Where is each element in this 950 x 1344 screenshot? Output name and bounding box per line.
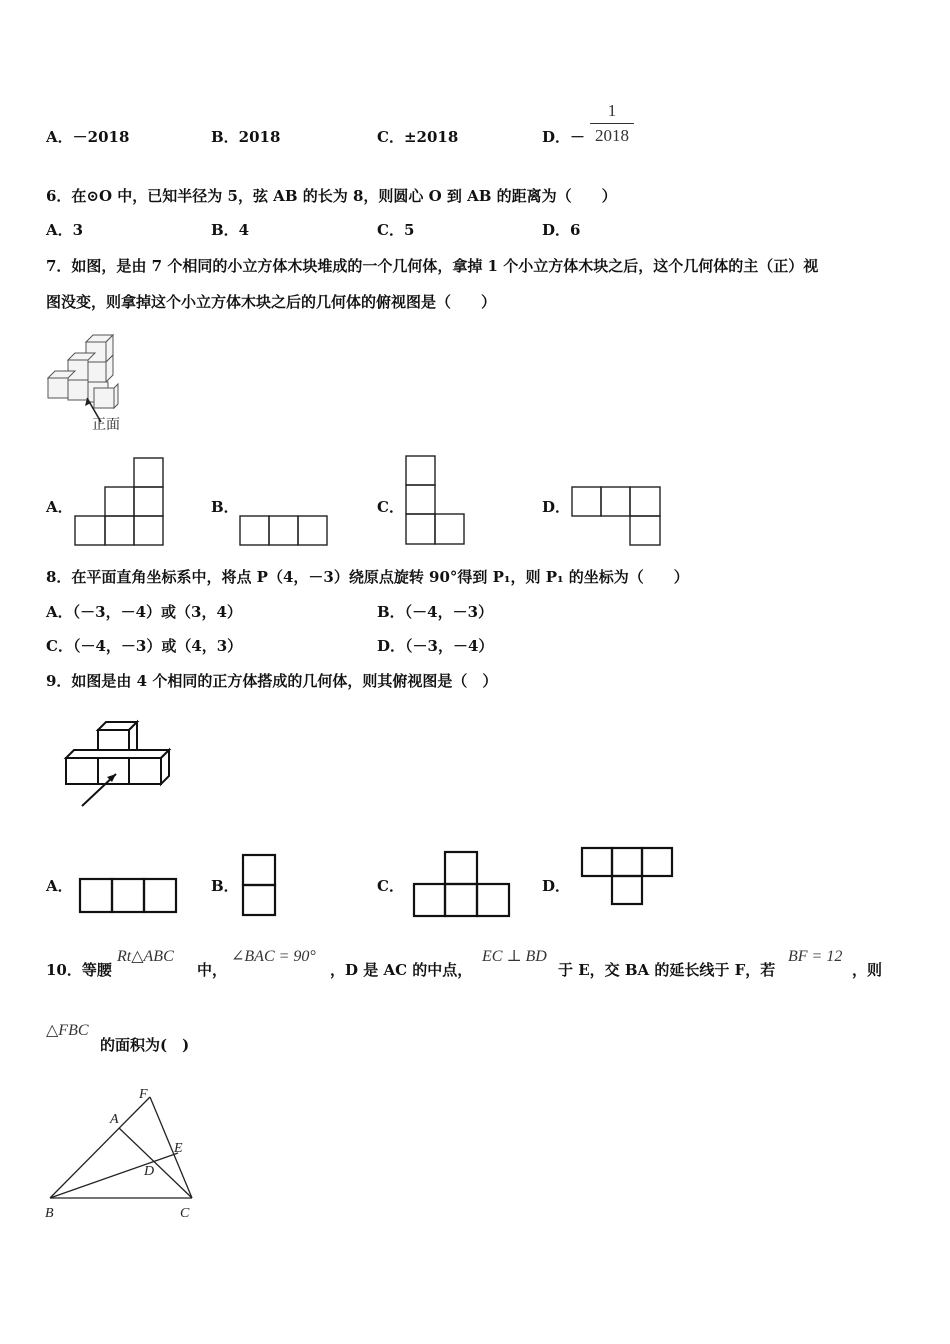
fraction-denominator: 2018 bbox=[595, 126, 629, 145]
q6-option-d: D．6 bbox=[542, 221, 581, 239]
q6-option-a: A．3 bbox=[46, 221, 84, 239]
q8-option-c: C．（－4，－3）或（4，3） bbox=[46, 637, 243, 655]
q9-option-b-figure bbox=[241, 853, 281, 919]
q8-stem: 8．在平面直角坐标系中，将点 P（4，－3）绕原点旋转 90°得到 P₁，则 P₁ 的坐标为（ ） bbox=[46, 568, 689, 586]
q10-text-2: 中， bbox=[197, 961, 228, 979]
q7-option-b-label: B． bbox=[211, 498, 239, 516]
q10-math-triangle: Rt△ABC bbox=[117, 948, 174, 965]
q10-text-4: 于 E，交 BA 的延长线于 F，若 bbox=[558, 961, 776, 979]
q7-stem-line1: 7．如图，是由 7 个相同的小立方体木块堆成的一个几何体，拿掉 1 个小立方体木块之后，这个几何体的主（正）视 bbox=[46, 257, 819, 275]
label-b: B bbox=[45, 1206, 54, 1221]
q9-cube-figure bbox=[64, 716, 176, 812]
q10-math-triangle-fbc: △FBC bbox=[46, 1022, 89, 1039]
q7-stem-line2: 图没变，则拿掉这个小立方体木块之后的几何体的俯视图是（ ） bbox=[46, 293, 497, 311]
fraction-bar bbox=[590, 123, 634, 124]
label-c: C bbox=[180, 1206, 190, 1221]
q9-stem: 9．如图是由 4 个相同的正方体搭成的几何体，则其俯视图是（ ） bbox=[46, 672, 498, 690]
q10-math-perpendicular: EC ⊥ BD bbox=[482, 948, 547, 965]
q7-option-d-label: D． bbox=[542, 498, 571, 516]
q10-math-angle: ∠BAC = 90° bbox=[231, 948, 316, 965]
q8-option-d: D．（－3，－4） bbox=[377, 637, 494, 655]
q10-text-1: 10．等腰 bbox=[46, 961, 112, 979]
fraction-numerator: 1 bbox=[607, 101, 617, 120]
label-d: D bbox=[144, 1164, 155, 1179]
q7-option-c-figure bbox=[405, 455, 469, 547]
q6-option-c: C．5 bbox=[377, 221, 415, 239]
q5-option-c: C．±2018 bbox=[377, 128, 459, 146]
label-e: E bbox=[174, 1141, 183, 1156]
q5-option-d: D．－ bbox=[542, 128, 586, 146]
q10-text-5: ，则 bbox=[852, 961, 883, 979]
q9-option-c-label: C． bbox=[377, 877, 404, 895]
q9-option-a-label: A． bbox=[46, 877, 73, 895]
q7-cube-stack-figure bbox=[46, 330, 136, 440]
q7-option-a-figure bbox=[74, 457, 166, 547]
q9-option-d-label: D． bbox=[542, 877, 571, 895]
q5-option-b: B．2018 bbox=[211, 128, 281, 146]
q5-option-d-fraction bbox=[590, 101, 634, 146]
q7-option-a-label: A． bbox=[46, 498, 73, 516]
q5-option-a: A．－2018 bbox=[46, 128, 130, 146]
q8-option-b: B．（－4，－3） bbox=[377, 603, 494, 621]
q9-option-c-figure bbox=[412, 850, 514, 920]
q10-math-length: BF = 12 bbox=[788, 948, 843, 965]
q7-option-c-label: C． bbox=[377, 498, 404, 516]
q9-option-b-label: B． bbox=[211, 877, 239, 895]
q9-option-d-figure bbox=[580, 846, 676, 910]
q10-text-6: 的面积为( ) bbox=[100, 1036, 190, 1054]
q8-option-a: A．（－3，－4）或（3，4） bbox=[46, 603, 242, 621]
q7-figure-label: 正面 bbox=[92, 416, 120, 432]
q7-option-d-figure bbox=[571, 486, 663, 548]
q10-text-3: ，D 是 AC 的中点， bbox=[330, 961, 473, 979]
q9-option-a-figure bbox=[78, 877, 180, 917]
q6-option-b: B．4 bbox=[211, 221, 250, 239]
q7-option-b-figure bbox=[239, 515, 331, 547]
label-f: F bbox=[139, 1087, 148, 1102]
label-a: A bbox=[110, 1112, 119, 1127]
q10-triangle-figure bbox=[40, 1085, 210, 1225]
q6-stem: 6．在⊙O 中，已知半径为 5，弦 AB 的长为 8，则圆心 O 到 AB 的距离为（ ） bbox=[46, 187, 617, 205]
